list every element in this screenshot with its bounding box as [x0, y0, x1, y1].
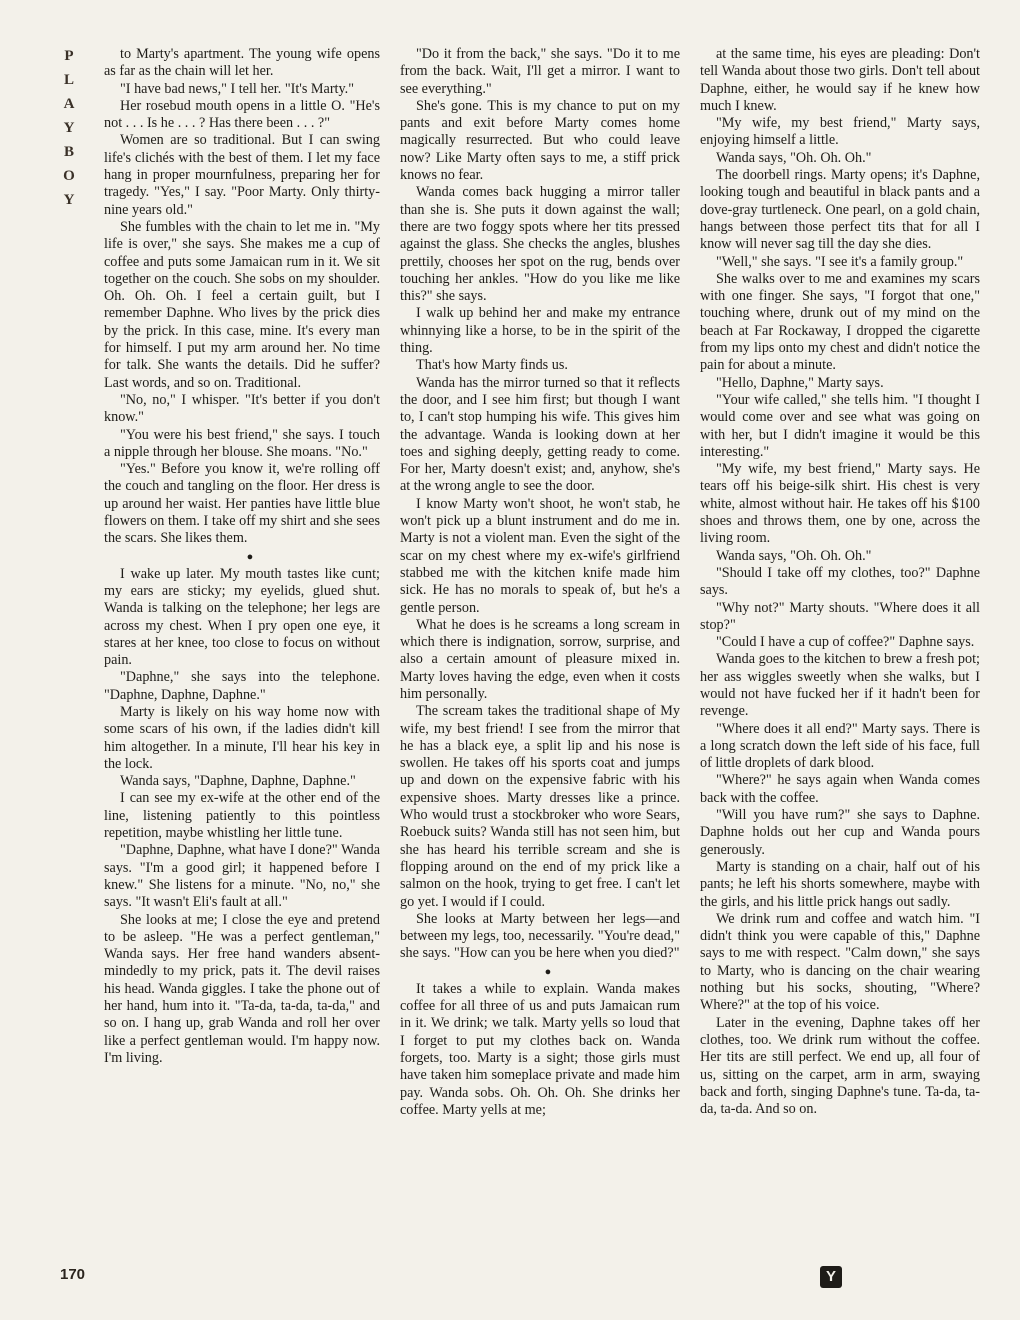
paragraph: "Daphne, Daphne, what have I done?" Wanda says. "I'm a good girl; it happened before I knew." She listens for a minute. "No, no," she says. "It wasn't Eli's fault at all." — [104, 842, 380, 911]
paragraph: "Could I have a cup of coffee?" Daphne says. — [716, 634, 975, 651]
paragraph: That's how Marty finds us. — [416, 357, 568, 374]
paragraph: "I have bad news," I tell her. "It's Marty." — [120, 80, 355, 97]
paragraph: Marty is standing on a chair, half out of his pants; he left his shorts somewhere, maybe with the girls, and his little prick hangs out sadly. — [700, 858, 980, 910]
paragraph: Wanda says, "Oh. Oh. Oh." — [716, 547, 872, 564]
paragraph: She walks over to me and examines my scars with one finger. She says, "I forgot that one," touching where, drunk out of my mind on the beach at Far Rockaway, I dropped the cigarette from my lips onto my chest and didn't notice the pain for about a minute. — [700, 270, 980, 374]
paragraph: Her rosebud mouth opens in a little O. "He's not . . . Is he . . . ? Has there been . . . ?" — [104, 97, 380, 132]
paragraph: She looks at Marty between her legs—and between my legs, too, necessarily. "You're dead," she says. "How can you be here when you died?" — [400, 910, 680, 962]
magazine-masthead — [58, 44, 80, 212]
paragraph: She fumbles with the chain to let me in. "My life is over," she says. She makes me a cup of coffee and puts some Jamaican rum in it. We sit together on the couch. She sobs on my shoulder. Oh. Oh. Oh. I feel a certain guilt, but I remember Daphne. Who lives by the prick dies by the prick. In this case, mine. It's every man for himself. I put my arm around her. No time for talk. She wants the details. Did he suffer? Last words, and so on. Traditional. — [104, 218, 380, 391]
masthead-letter: Y — [63, 120, 75, 136]
paragraph: I can see my ex-wife at the other end of the line, listening patiently to this pointless repetition, maybe whistling her little tune. — [104, 790, 380, 842]
paragraph: "Where?" he says again when Wanda comes back with the coffee. — [700, 772, 980, 806]
paragraph: We drink rum and coffee and watch him. "I didn't think you were capable of this," Daphne says to me with respect. "Calm down," she says to Marty, who is dancing on the chair wearing nothing but his socks, shouting, "Where? Where?" at the top of his voice. — [700, 910, 980, 1014]
paragraph: at the same time, his eyes are pleading: Don't tell Wanda about those two girls. Don't tell about Daphne, either, he would say if he knew how much I knew. — [700, 46, 980, 114]
paragraph: Marty is likely on his way home now with some scars of his own, if the ladies didn't kill him altogether. In a minute, I'll hear his key in the lock. — [104, 703, 380, 772]
paragraph: "Yes." Before you know it, we're rolling off the couch and tangling on the floor. Her dress is up around her waist. Her panties have little blue flowers on them. I take off my shirt and she sees the scars. She likes them. — [104, 461, 380, 547]
masthead-letter: O — [63, 168, 75, 184]
paragraph: Wanda goes to the kitchen to brew a fresh pot; her ass wiggles sweetly when she walks, but I would not have fucked her if it hadn't been for revenge. — [700, 651, 980, 720]
paragraph: It takes a while to explain. Wanda makes coffee for all three of us and puts Jamaican rum in it. We drink; we talk. Marty yells so loud that I forget to put my clothes back on. Wanda forgets, too. Marty is a sight; those girls must have taken him someplace private and made him pay. Wanda sobs. Oh. Oh. Oh. She drinks her coffee. Marty yells at me; — [400, 980, 680, 1118]
section-break-bullet: ● — [246, 550, 254, 563]
text-column-3 — [700, 46, 980, 1118]
paragraph: "Well," she says. "I see it's a family group." — [716, 253, 964, 270]
paragraph: Wanda comes back hugging a mirror taller than she is. She puts it down against the wall; there are two foggy spots where her tits pressed against the glass. She checks the angles, blushes prettily, chooses her spot on the rug, bends over touching her ankles. "How do you like me like this?" she says. — [400, 184, 680, 305]
paragraph: She's gone. This is my chance to put on my pants and exit before Marty comes home magically resurrected. But who could leave now? Like Marty often says to me, a stiff prick knows no fear. — [400, 97, 680, 184]
text-column-1 — [104, 46, 380, 1067]
end-mark-icon: Y — [820, 1266, 842, 1288]
paragraph: The doorbell rings. Marty opens; it's Daphne, looking tough and beautiful in black pants and a dove-gray turtleneck. One pearl, on a gold chain, hangs between those perfect tits that for all I know will never sag till the day she dies. — [700, 167, 980, 253]
text-column-2 — [400, 46, 680, 1119]
paragraph: I walk up behind her and make my entrance whinnying like a horse, to be in the spirit of the thing. — [400, 305, 680, 357]
paragraph: to Marty's apartment. The young wife opens as far as the chain will let her. — [104, 46, 380, 80]
section-break-bullet: ● — [544, 965, 552, 978]
paragraph: Wanda says, "Oh. Oh. Oh." — [716, 149, 872, 166]
page-number: 170 — [60, 1266, 86, 1283]
paragraph: I know Marty won't shoot, he won't stab, he won't pick up a blunt instrument and do me in. Marty is not a violent man. Even the sight of the scar on my chest where my ex-wife's girlfriend stabbed me with the kitchen knife made him sick. He has no morals to speak of, but he's a gentle person. — [400, 495, 680, 616]
masthead-letter: P — [64, 48, 74, 64]
paragraph: "Do it from the back," she says. "Do it to me from the back. Wait, I'll get a mirror. I want to see everything." — [400, 46, 680, 97]
paragraph: "Should I take off my clothes, too?" Daphne says. — [700, 564, 980, 599]
paragraph: I wake up later. My mouth tastes like cunt; my ears are sticky; my eyelids, glued shut. Wanda is talking on the telephone; her legs are across my chest. When I pry open one eye, it stares at her knee, too close to focus on without pain. — [104, 565, 380, 669]
paragraph: "Daphne," she says into the telephone. "Daphne, Daphne, Daphne." — [104, 669, 380, 703]
paragraph: "No, no," I whisper. "It's better if you don't know." — [104, 391, 380, 426]
paragraph: Wanda says, "Daphne, Daphne, Daphne." — [120, 773, 356, 790]
paragraph: "Where does it all end?" Marty says. There is a long scratch down the left side of his face, full of little droplets of dark blood. — [700, 720, 980, 772]
masthead-letter: B — [63, 144, 74, 160]
masthead-letter: Y — [63, 192, 75, 208]
paragraph: She looks at me; I close the eye and pretend to be asleep. "He was a perfect gentleman," Wanda says. Her free hand wanders absent-mindedly to my prick, pats it. The devil raises his head. Wanda giggles. I take the phone out of her hand, hum into it. "Ta-da, ta-da, ta-da," and so on. I hang up, grab Wanda and roll her over like a perfect gentleman would. I'm happy now. I'm living. — [104, 911, 380, 1066]
paragraph: "You were his best friend," she says. I touch a nipple through her blouse. She moans. "No." — [104, 426, 380, 460]
paragraph: "Your wife called," she tells him. "I thought I would come over and see what was going on with her, but I didn't imagine it would be this interesting." — [700, 391, 980, 460]
paragraph: "Hello, Daphne," Marty says. — [716, 374, 884, 391]
paragraph: "My wife, my best friend," Marty says. He tears off his beige-silk shirt. His chest is very white, almost without hair. He takes off his $100 shoes and throws them, one by one, across the living room. — [700, 461, 980, 547]
paragraph: "My wife, my best friend," Marty says, enjoying himself a little. — [700, 115, 980, 149]
masthead-letter: A — [63, 96, 75, 112]
paragraph: "Why not?" Marty shouts. "Where does it all stop?" — [700, 599, 980, 633]
paragraph: The scream takes the traditional shape of My wife, my best friend! I see from the mirror that he has a black eye, a split lip and his nose is swollen. He takes off his sports coat and jumps up and down on the expensive fabric with his expensive shoes. Marty dresses like a prince. Who would trust a stockbroker who wore Sears, Roebuck suits? Wanda still has not seen him, but she has heard his terrible scream and she is flopping around on the end of my prick like a salmon on the hook, trying to get free. I can't let go yet. I would if I could. — [400, 703, 680, 910]
paragraph: What he does is he screams a long scream in which there is indignation, sorrow, surprise, and also a certain amount of pleasure mixed in. Marty loves having the edge, even when it costs him personally. — [400, 616, 680, 702]
paragraph: Later in the evening, Daphne takes off her clothes, too. We drink rum without the coffee. Her tits are still perfect. We end up, all four of us, sitting on the carpet, arm in arm, swaying back and forth, singing Daphne's tune. Ta-da, ta-da, ta-da. And so on. — [700, 1014, 980, 1118]
masthead-letter: L — [63, 72, 74, 88]
paragraph: Wanda has the mirror turned so that it reflects the door, and I see him first; but though I want to, I can't stop humping his wife. This gives him the advantage. Wanda is looking down at her toes and sighing deeply, getting ready to come. For her, Marty doesn't exist; and, anyhow, she's at the wrong angle to see the door. — [400, 374, 680, 495]
paragraph: Women are so traditional. But I can swing life's clichés with the best of them. I let my face hang in proper mournfulness, preparing her for tragedy. "Yes," I say. "Poor Marty. Only thirty-nine years old." — [104, 132, 380, 218]
paragraph: "Will you have rum?" she says to Daphne. Daphne holds out her cup and Wanda pours generously. — [700, 807, 980, 858]
